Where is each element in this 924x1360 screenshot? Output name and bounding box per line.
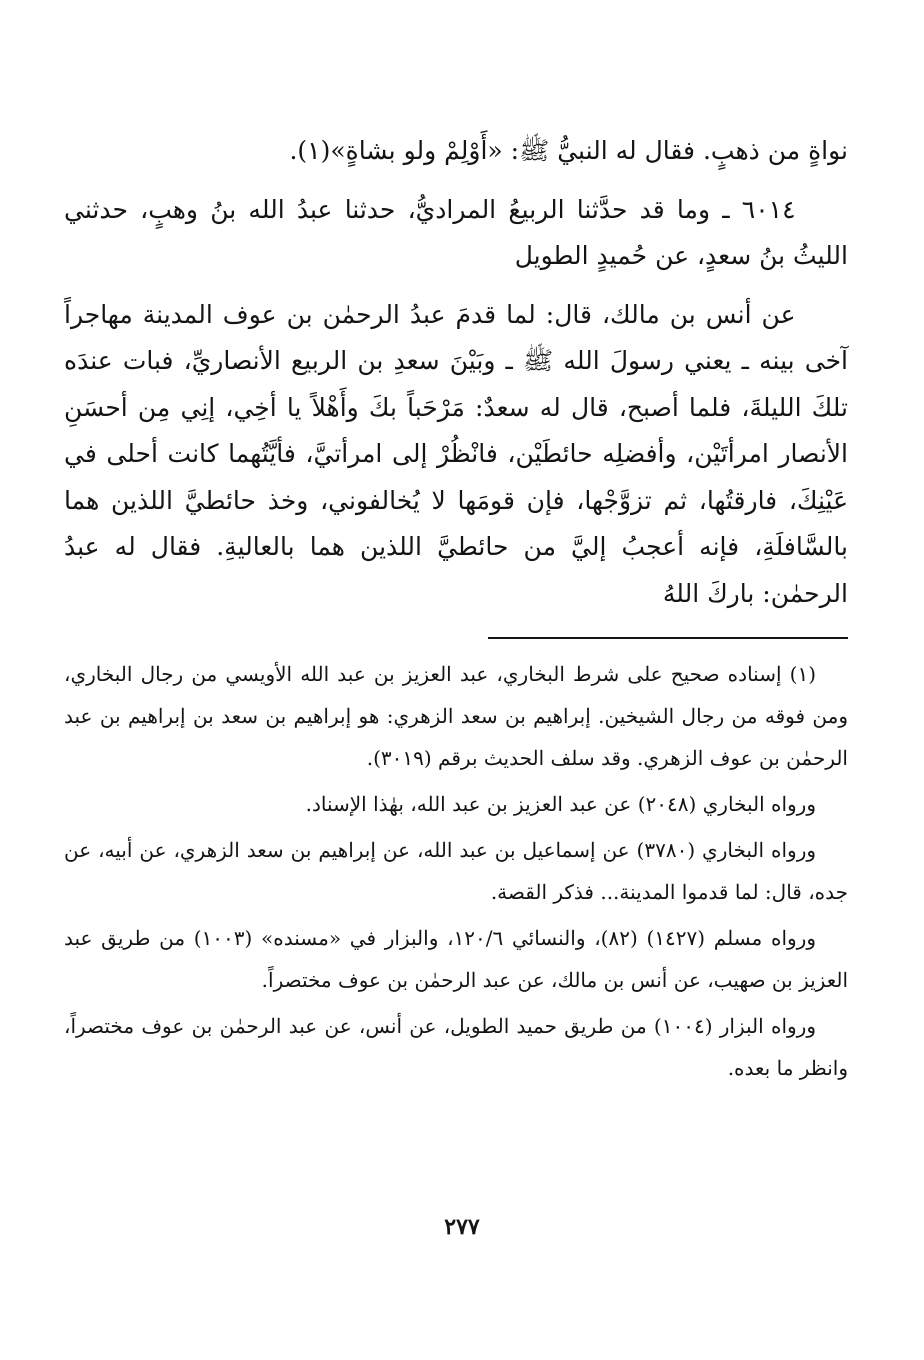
document-page: [64, 128, 848, 1089]
footnotes: [64, 653, 848, 1089]
footnote-1: (١) إسناده صحيح على شرط البخاري، عبد العزيز بن عبد الله الأويسي من رجال البخاري، ومن فوقه من رجال الشيخين. إبراهيم بن سعد الزهري: هو إبراهيم بن سعد بن إبراهيم بن عبد الرحمٰن بن عوف الزهري. وقد سلف الحديث برقم (٣٠١٩).: [64, 662, 848, 770]
hadith-matn-paragraph: عن أنس بن مالك، قال: لما قدمَ عبدُ الرحمٰن بن عوف المدينة مهاجراً آخى بينه ـ يعني رسولَ الله ﷺ ـ وبَيْنَ سعدِ بن الربيع الأنصاريِّ، فبات عندَه تلكَ الليلةَ، فلما أصبح، قال له سعدٌ: مَرْحَباً بكَ وأَهْلاً يا أخِي، إنِي مِن أحسَنِ الأنصار امرأتَيْن، وأفضلِه حائطَيْن، فانْظُرْ إلى امرأتيَّ، فأيَّتُهما كانت أحلى في عَيْنِكَ، فارقتُها، ثم تزوَّجْها، فإن قومَها لا يُخالفوني، وخذ حائطيَّ اللذين هما بالسَّافلَةِ، فإنه أعجبُ إليَّ من حائطيَّ اللذين هما بالعاليةِ. فقال له عبدُ الرحمٰن: باركَ اللهُ: [64, 299, 848, 608]
footnote-4: ورواه مسلم (١٤٢٧) (٨٢)، والنسائي ١٢٠/٦، والبزار في «مسنده» (١٠٠٣) من طريق عبد العزيز بن صهيب، عن أنس بن مالك، عن عبد الرحمٰن بن عوف مختصراً.: [64, 926, 848, 992]
footnote-5: ورواه البزار (١٠٠٤) من طريق حميد الطويل، عن أنس، عن عبد الرحمٰن بن عوف مختصراً، وانظر ما بعده.: [64, 1014, 848, 1080]
footnote-separator: [488, 637, 848, 639]
footnote-2: ورواه البخاري (٢٠٤٨) عن عبد العزيز بن عبد الله، بهٰذا الإسناد.: [305, 792, 816, 816]
main-text: [64, 128, 848, 617]
footnote-3: ورواه البخاري (٣٧٨٠) عن إسماعيل بن عبد الله، عن إبراهيم بن سعد الزهري، عن أبيه، عن جده، قال: لما قدموا المدينة... فذكر القصة.: [64, 838, 848, 904]
page-number: ٢٧٧: [444, 1214, 480, 1240]
hadith-isnad-paragraph: ٦٠١٤ ـ وما قد حدَّثنا الربيعُ المراديُّ، حدثنا عبدُ الله بنُ وهبٍ، حدثني الليثُ بنُ سعدٍ، عن حُميدٍ الطويل: [64, 194, 848, 270]
main-paragraph-1: نواةٍ من ذهبٍ. فقال له النبيُّ ﷺ: «أَوْلِمْ ولو بشاةٍ»(١).: [289, 136, 848, 165]
